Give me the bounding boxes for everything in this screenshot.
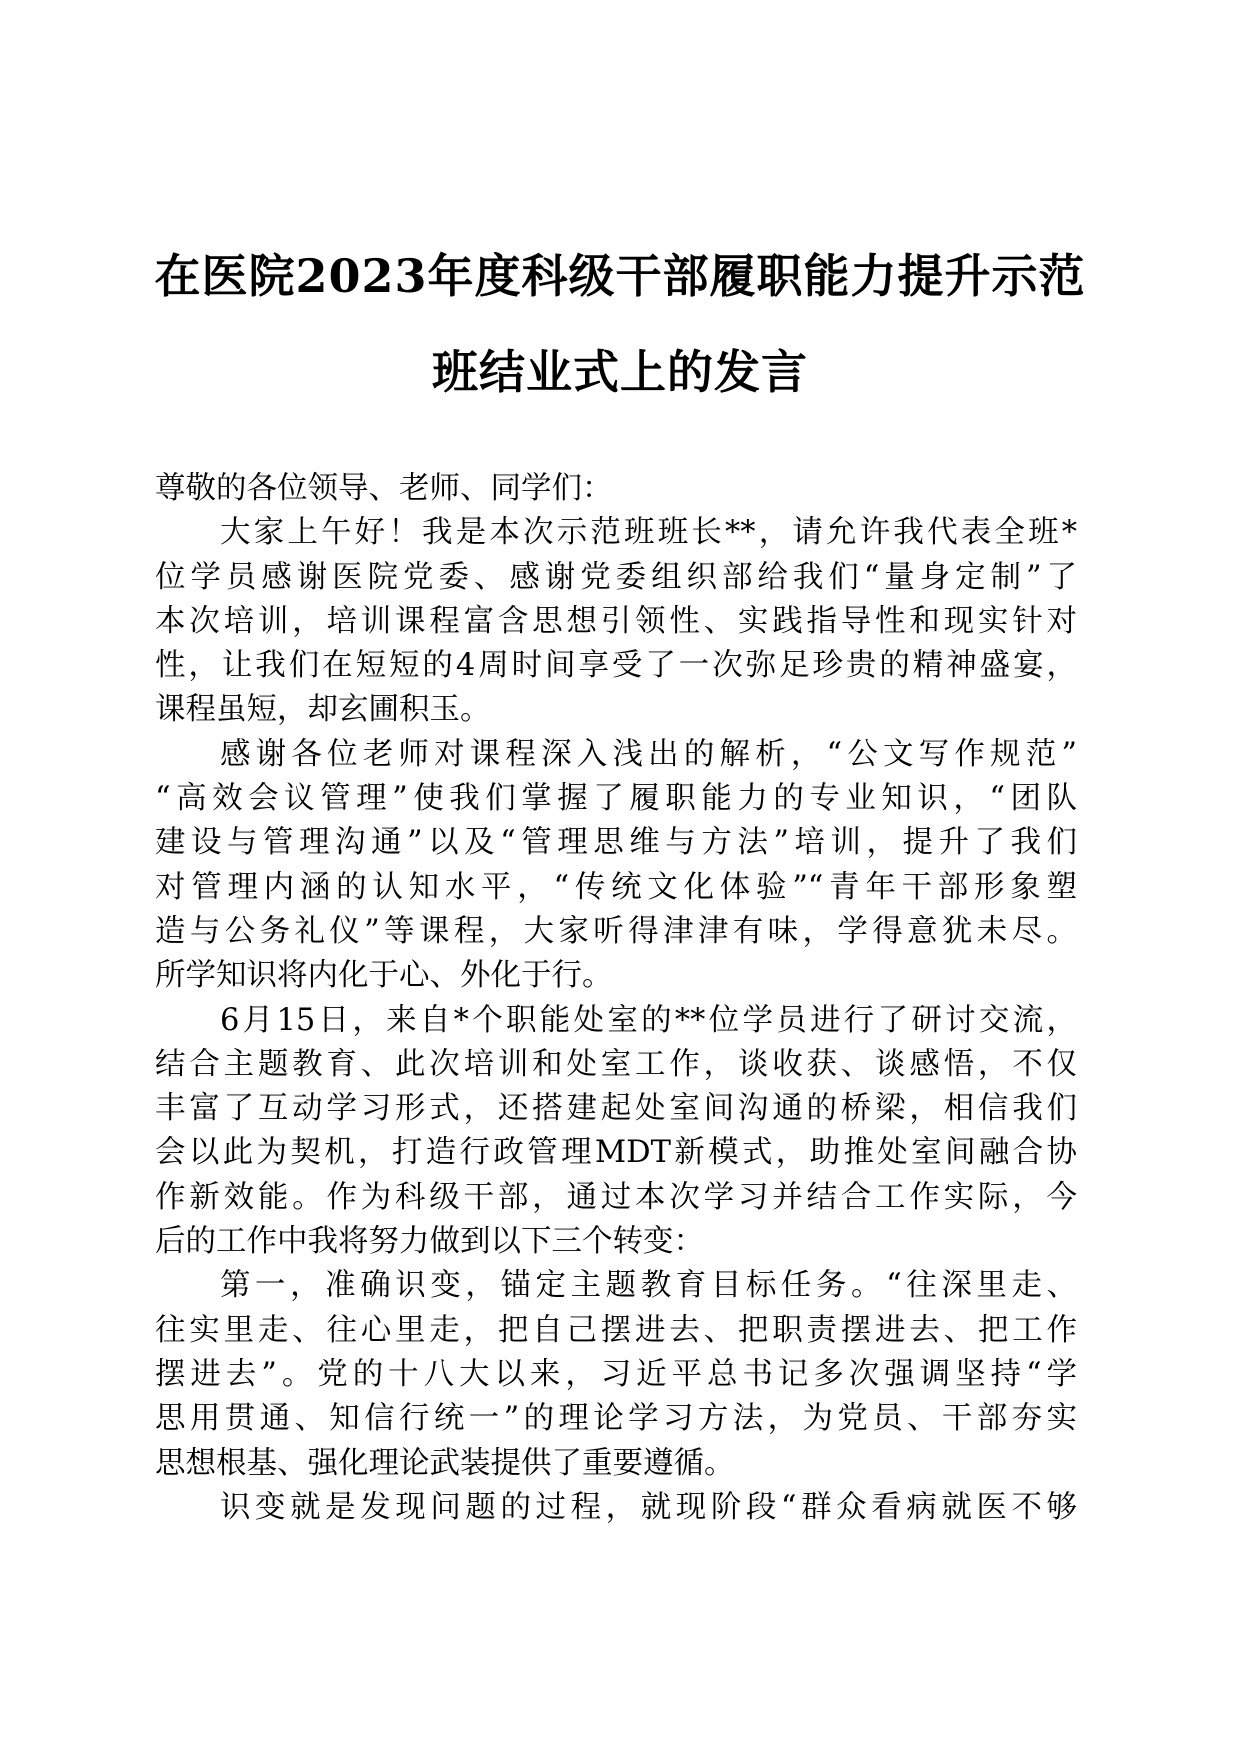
body-line: 思想根基、强化理论武装提供了重要遵循。 (155, 1445, 735, 1481)
body-line: 尊敬的各位领导、老师、同学们： (155, 471, 613, 506)
body-line: 建设与管理沟通”以及“管理思维与方法”培训，提升了我们 (155, 825, 1077, 861)
body-line: “高效会议管理”使我们掌握了履职能力的专业知识，“团队 (155, 781, 1077, 817)
title-line-1: 在医院2023年度科级干部履职能力提升示范 (154, 249, 1086, 303)
body-line: 对管理内涵的认知水平，“传统文化体验”“青年干部形象塑 (155, 869, 1077, 905)
body-line: 感谢各位老师对课程深入浅出的解析，“公文写作规范” (220, 736, 1077, 772)
body-line: 所学知识将内化于心、外化于行。 (155, 958, 613, 994)
document-title (150, 228, 1090, 420)
body-line: 摆进去”。党的十八大以来，习近平总书记多次强调坚持“学 (155, 1356, 1077, 1392)
body-line: 本次培训，培训课程富含思想引领性、实践指导性和现实针对 (155, 603, 1077, 639)
title-line-2: 班结业式上的发言 (432, 345, 808, 399)
body-line: 大家上午好！我是本次示范班班长**，请允许我代表全班* (220, 515, 1077, 551)
body-line: 性，让我们在短短的4周时间享受了一次弥足珍贵的精神盛宴， (155, 648, 1077, 684)
body-line: 造与公务礼仪”等课程，大家听得津津有味，学得意犹未尽。 (155, 913, 1077, 949)
body-line: 识变就是发现问题的过程，就现阶段“群众看病就医不够 (220, 1489, 1077, 1525)
body-line: 课程虽短，却玄圃积玉。 (155, 692, 491, 728)
body-line: 6月15日，来自*个职能处室的**位学员进行了研讨交流， (220, 1002, 1077, 1038)
document-body (155, 467, 1077, 1530)
body-line: 作新效能。作为科级干部，通过本次学习并结合工作实际，今 (155, 1179, 1077, 1215)
body-line: 第一，准确识变，锚定主题教育目标任务。“往深里走、 (220, 1268, 1077, 1304)
body-line: 往实里走、往心里走，把自己摆进去、把职责摆进去、把工作 (155, 1312, 1077, 1348)
body-line: 丰富了互动学习形式，还搭建起处室间沟通的桥梁，相信我们 (155, 1091, 1077, 1127)
body-line: 会以此为契机，打造行政管理MDT新模式，助推处室间融合协 (155, 1135, 1077, 1171)
body-line: 后的工作中我将努力做到以下三个转变： (155, 1224, 704, 1260)
body-line: 结合主题教育、此次培训和处室工作，谈收获、谈感悟，不仅 (155, 1046, 1077, 1082)
body-line: 思用贯通、知信行统一”的理论学习方法，为党员、干部夯实 (155, 1401, 1077, 1437)
body-line: 位学员感谢医院党委、感谢党委组织部给我们“量身定制”了 (155, 559, 1077, 595)
